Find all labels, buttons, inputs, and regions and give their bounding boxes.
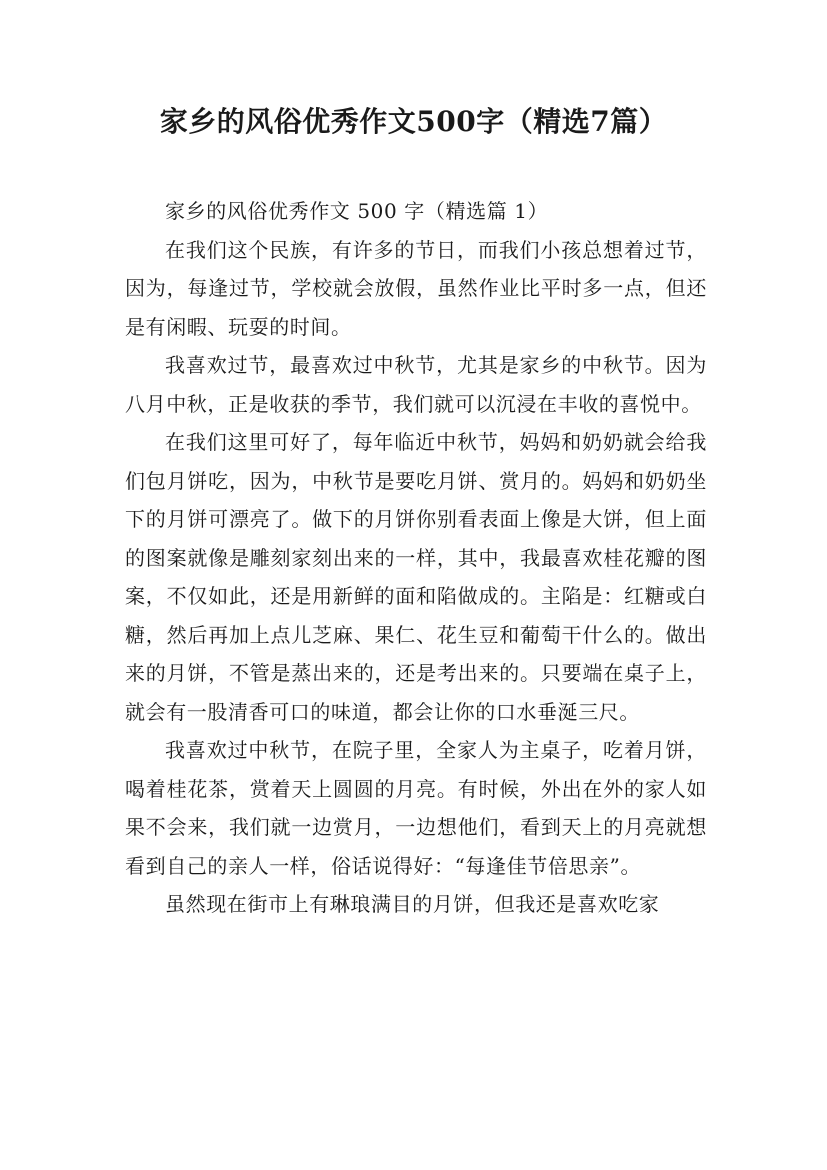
paragraph-5: 虽然现在街市上有琳琅满目的月饼，但我还是喜欢吃家 <box>165 892 660 916</box>
article-body <box>125 192 707 924</box>
page-title: 家乡的风俗优秀作文500字（精选7篇） <box>159 105 668 138</box>
paragraph-3: 在我们这里可好了，每年临近中秋节，妈妈和奶奶就会给我们包月饼吃，因为，中秋节是要吃月饼、赏月的。妈妈和奶奶坐下的月饼可漂亮了。做下的月饼你别看表面上像是大饼，但上面的图案就像是雕刻家刻出来的一样，其中，我最喜欢桂花瓣的图案，不仅如此，还是用新鲜的面和陷做成的。主陷是：红糖或白糖，然后再加上点儿芝麻、果仁、花生豆和葡萄干什么的。做出来的月饼，不管是蒸出来的，还是考出来的。只要端在桌子上，就会有一股清香可口的味道，都会让你的口水垂涎三尺。 <box>125 430 707 724</box>
section-subtitle: 家乡的风俗优秀作文 500 字（精选篇 1） <box>165 199 549 223</box>
paragraph-2: 我喜欢过节，最喜欢过中秋节，尤其是家乡的中秋节。因为八月中秋，正是收获的季节，我们就可以沉浸在丰收的喜悦中。 <box>125 353 707 416</box>
paragraph-1: 在我们这个民族，有许多的节日，而我们小孩总想着过节，因为，每逢过节，学校就会放假，虽然作业比平时多一点，但还是有闲暇、玩耍的时间。 <box>125 237 707 339</box>
paragraph-4: 我喜欢过中秋节，在院子里，全家人为主桌子，吃着月饼，喝着桂花茶，赏着天上圆圆的月亮。有时候，外出在外的家人如果不会来，我们就一边赏月，一边想他们，看到天上的月亮就想看到自己的亲人一样，俗话说得好：“每逢佳节倍思亲”。 <box>125 738 707 878</box>
